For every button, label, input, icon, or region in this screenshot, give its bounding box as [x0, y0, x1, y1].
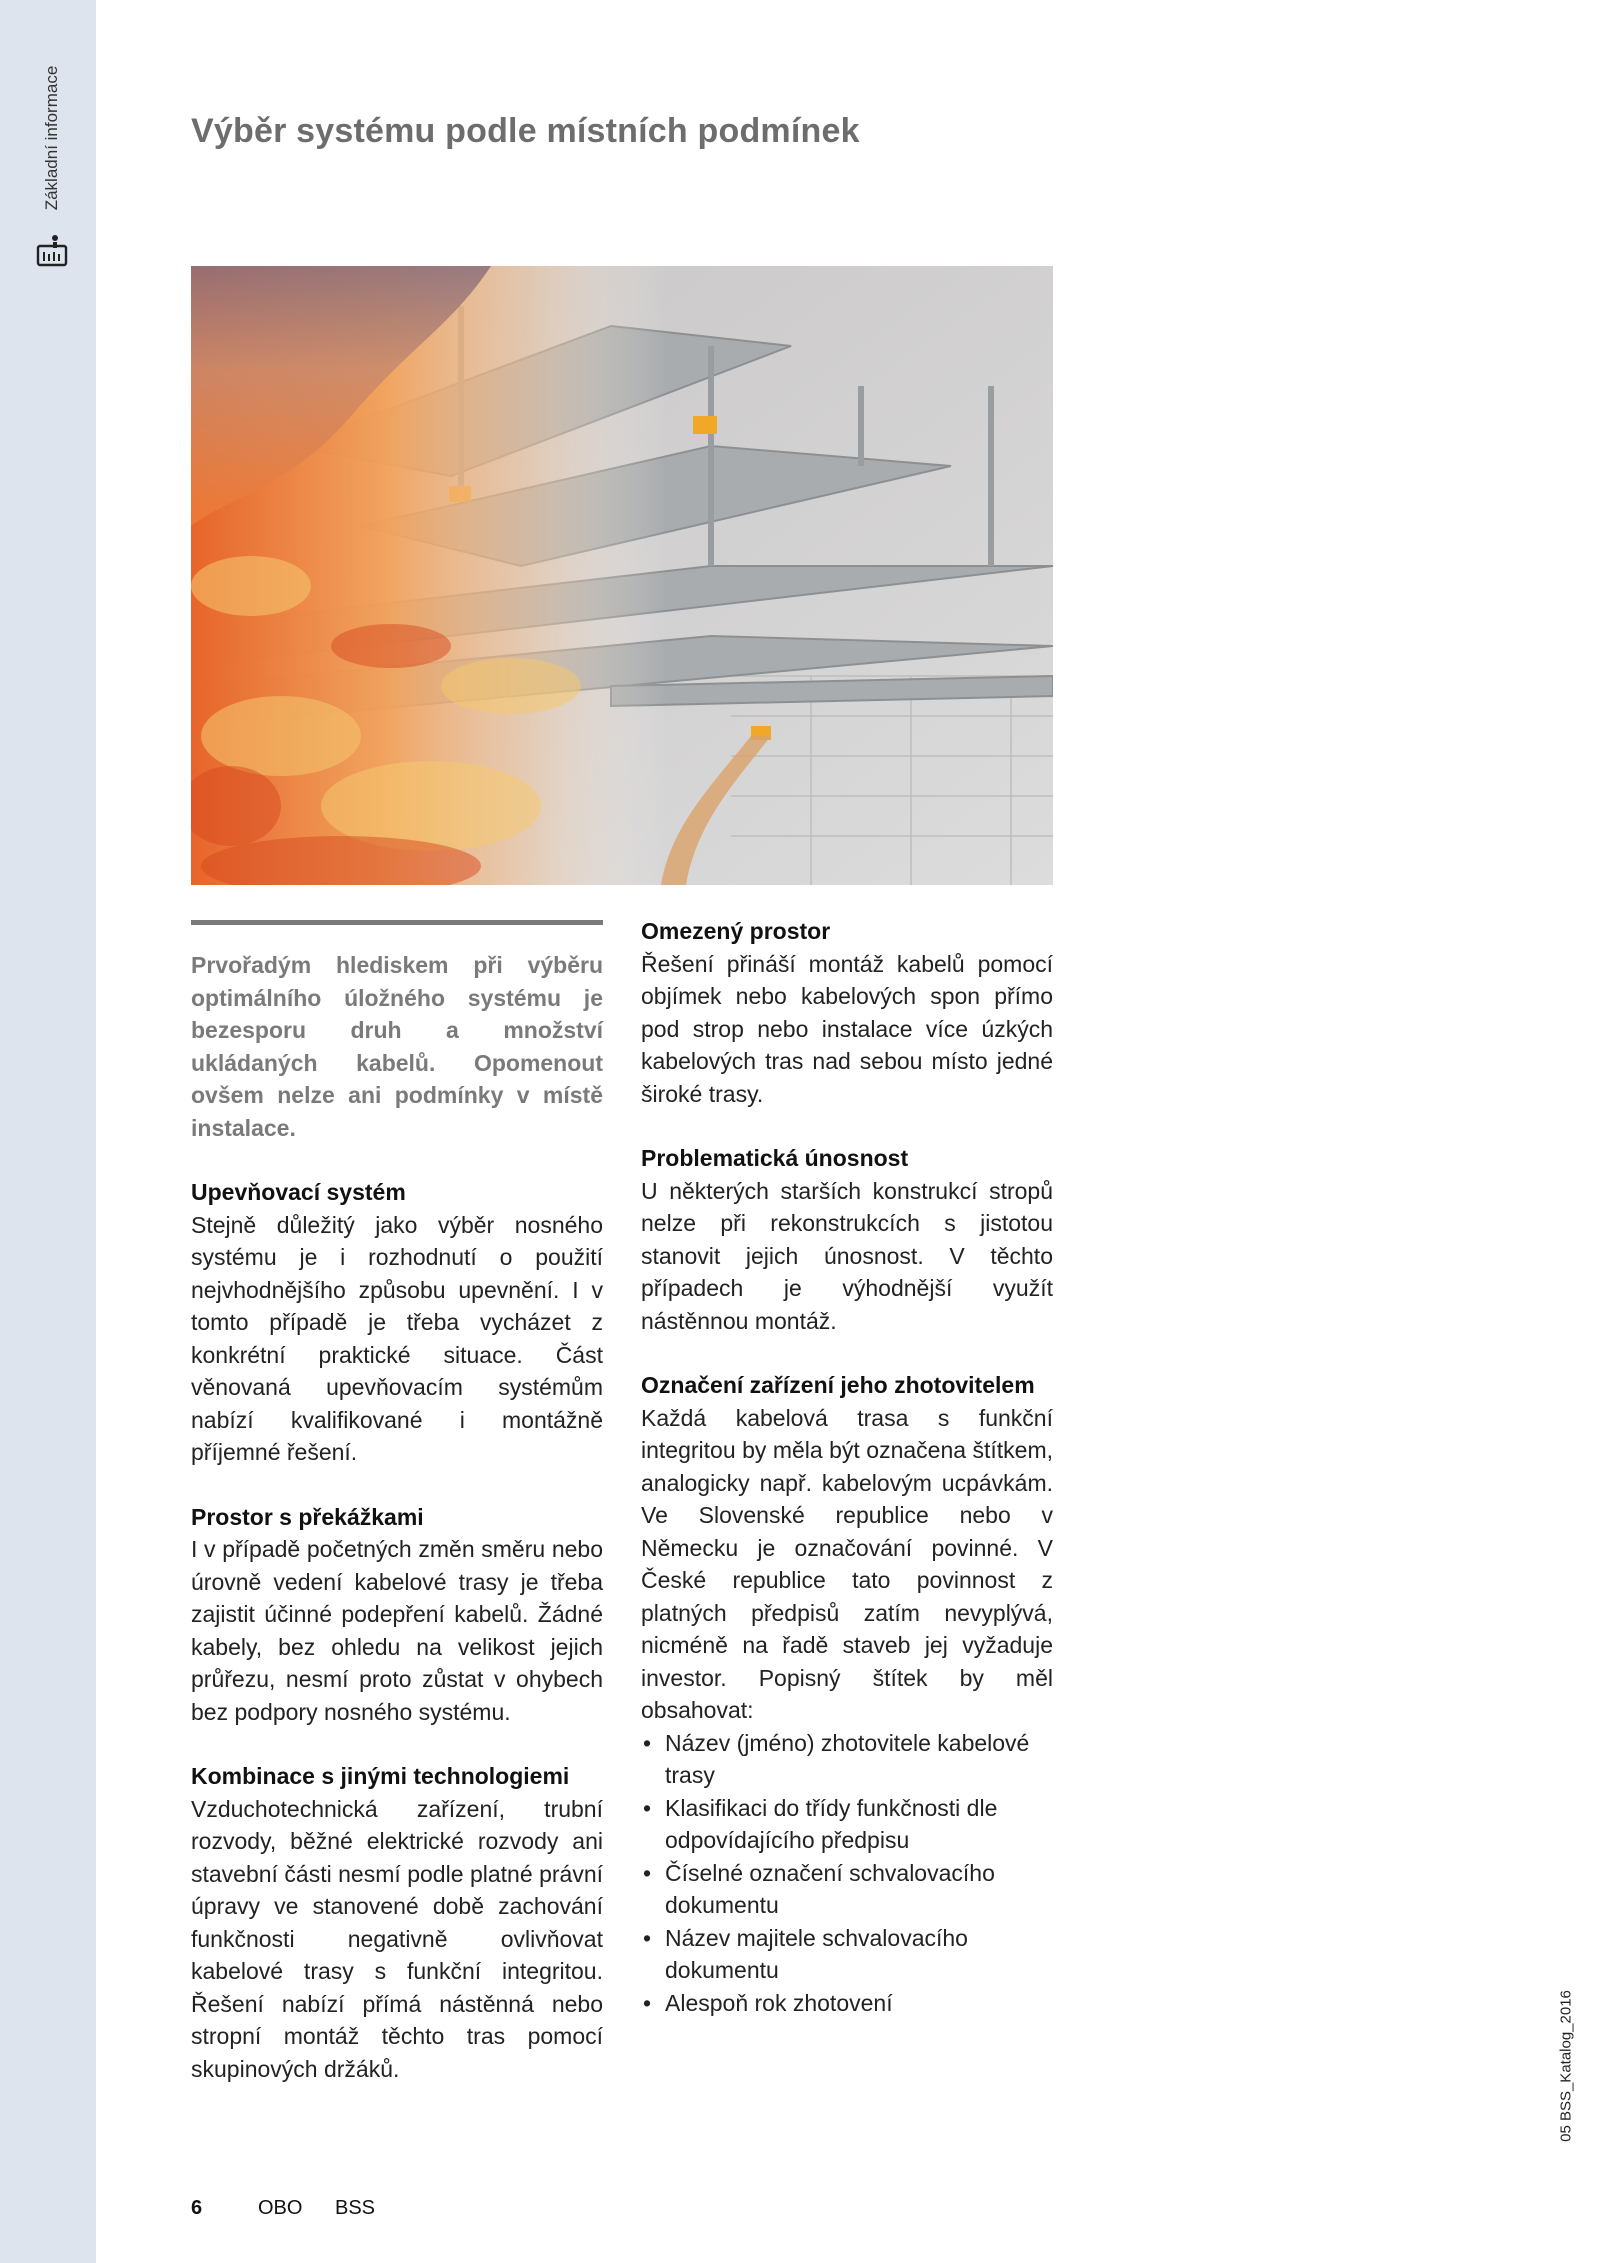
section-heading: Upevňovací systém [191, 1179, 406, 1205]
section-text: Stejně důležitý jako výběr nosného systému je i rozhodnutí o použití nejvhodnějšího způsobu upevnění. I v tomto případě je třeba vycházet z konkrétní praktické situace. Část věnovaná upevňovacím systémům nabízí kvalifikované i montážně příjemné řešení. [191, 1211, 603, 1465]
list-item: • Název (jméno) zhotovitele kabelové trasy [641, 1727, 1053, 1792]
sidebar-section-label: Základní informace [42, 65, 61, 211]
intro-paragraph: Prvořadým hlediskem při výběru optimálního úložného systému je bezesporu druh a množství ukládaných kabelů. Opomenout ovšem nelze ani podmínky v místě instalace. [191, 952, 603, 1141]
label-requirements-list [641, 1727, 1053, 2020]
list-item: • Číselné označení schvalovacího dokumentu [641, 1857, 1053, 1922]
section-heading: Označení zařízení jeho zhotovitelem [641, 1372, 1035, 1398]
section-text: Vzduchotechnická zařízení, trubní rozvody, běžné elektrické rozvody ani stavební části nesmí podle platné právní úpravy ve stanovené době zachování funkčnosti negativně ovlivňovat kabelové trasy s funkční integritou. Řešení nabízí přímá nástěnná nebo stropní montáž těchto tras pomocí skupinových držáků. [191, 1795, 603, 2082]
section-heading: Prostor s překážkami [191, 1503, 424, 1530]
section-text: U některých starších konstrukcí stropů nelze při rekonstrukcích s jistotou stanovit jejich únosnost. V těchto případech je výhodnější využít nástěnnou montáž. [641, 1177, 1053, 1334]
right-column [641, 920, 1053, 2019]
section-text: Každá kabelová trasa s funkční integritou by měla být označena štítkem, analogicky např. kabelovým ucpávkám. Ve Slovenské republice nebo v Německu je označování povinné. V České republice tato povinnost z platných předpisů zatím nevyplývá, nicméně na řadě staveb jej vyžaduje investor. Popisný štítek by měl obsahovat: [641, 1404, 1053, 1723]
sidebar-strip [0, 0, 96, 2263]
footer-product: BSS [335, 2197, 376, 2219]
footer-brand: OBO [258, 2197, 303, 2219]
page-title: Výběr systému podle místních podmínek [191, 112, 860, 150]
list-item: • Název majitele schvalovacího dokumentu [641, 1922, 1053, 1987]
section-text: Řešení přináší montáž kabelů pomocí objímek nebo kabelových spon přímo pod strop nebo instalace více úzkých kabelových tras nad sebou místo jedné široké trasy. [641, 950, 1053, 1107]
list-item: • Klasifikaci do třídy funkčnosti dle odpovídajícího předpisu [641, 1792, 1053, 1857]
section-heading: Kombinace s jinými technologiemi [191, 1763, 570, 1789]
section-heading: Problematická únosnost [641, 1145, 909, 1171]
hero-photo [191, 266, 1053, 885]
page-number: 6 [191, 2197, 203, 2219]
document-code: 05 BSS_Katalog_2016 [1557, 1990, 1575, 2142]
section-text: I v případě početných změn směru nebo úrovně vedení kabelové trasy je třeba zajistit účinné podepření kabelů. Žádné kabely, bez ohledu na velikost jejich průřezu, nesmí proto zůstat v ohybech bez podpory nosného systému. [191, 1536, 603, 1725]
section-rule [191, 920, 603, 925]
left-column [191, 920, 603, 2117]
section-heading: Omezený prostor [641, 918, 831, 944]
list-item: • Alespoň rok zhotovení [641, 1987, 1053, 2020]
info-icon [36, 234, 70, 268]
